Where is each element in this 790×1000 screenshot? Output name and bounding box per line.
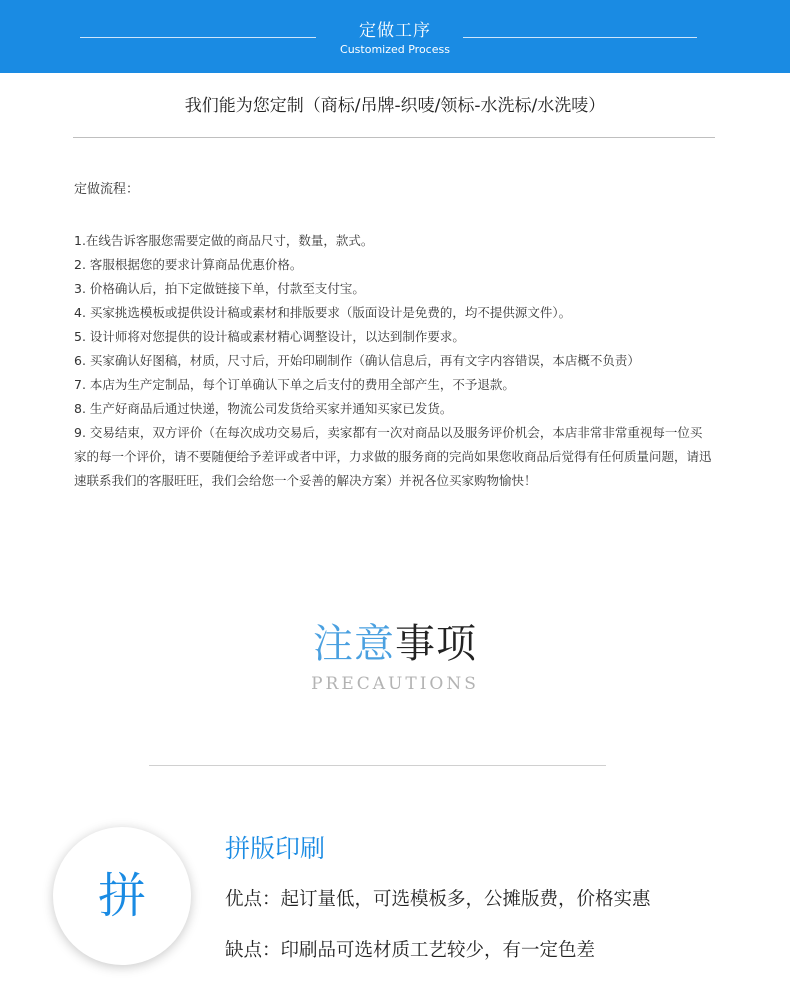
printing-advantages: 优点：起订量低，可选模板多，公摊版费，价格实惠 <box>225 889 651 910</box>
banner-subtitle: Customized Process <box>340 43 450 56</box>
process-step-6: 6. 买家确认好图稿，材质，尺寸后，开始印刷制作（确认信息后，再有文字内容错误，本店概不负责） <box>74 353 640 368</box>
printing-badge <box>53 827 191 965</box>
precautions-title-dark: 事项 <box>395 621 477 667</box>
printing-disadvantages: 缺点：印刷品可选材质工艺较少，有一定色差 <box>225 940 596 961</box>
process-step-8: 8. 生产好商品后通过快递，物流公司发货给买家并通知买家已发货。 <box>74 401 453 416</box>
headline-divider <box>73 137 715 138</box>
process-heading: 定做流程： <box>74 182 140 197</box>
precautions-divider <box>149 765 606 766</box>
process-step-2: 2. 客服根据您的要求计算商品优惠价格。 <box>74 257 303 272</box>
customization-headline: 我们能为您定制（商标/吊牌-织唛/领标-水洗标/水洗唛） <box>184 96 606 116</box>
process-step-4: 4. 买家挑选模板或提供设计稿或素材和排版要求（版面设计是免费的，均不提供源文件）。 <box>74 305 572 320</box>
printing-title: 拼版印刷 <box>225 834 326 863</box>
process-step-7: 7. 本店为生产定制品，每个订单确认下单之后支付的费用全部产生，不予退款。 <box>74 377 515 392</box>
process-step-1: 1.在线告诉客服您需要定做的商品尺寸，数量，款式。 <box>74 233 374 248</box>
header-banner <box>0 0 790 73</box>
process-step-5: 5. 设计师将对您提供的设计稿或素材精心调整设计，以达到制作要求。 <box>74 329 465 344</box>
precautions-subtitle: PRECAUTIONS <box>311 674 479 694</box>
precautions-title-blue: 注意 <box>313 621 395 667</box>
process-steps-list <box>74 229 714 493</box>
banner-title: 定做工序 <box>359 21 431 41</box>
printing-badge-char: 拼 <box>97 868 146 924</box>
process-step-3: 3. 价格确认后，拍下定做链接下单，付款至支付宝。 <box>74 281 365 296</box>
process-step-9: 9. 交易结束，双方评价（在每次成功交易后，卖家都有一次对商品以及服务评价机会，本店非常非常重视每一位买家的每一个评价，请不要随便给予差评或者中评，力求做的服务商的完尚如果您收商品后觉得有任何质量问题，请迅速联系我们的客服旺旺，我们会给您一个妥善的解决方案）并祝各位买家购物愉快！ <box>74 425 712 488</box>
precautions-title <box>0 618 790 670</box>
